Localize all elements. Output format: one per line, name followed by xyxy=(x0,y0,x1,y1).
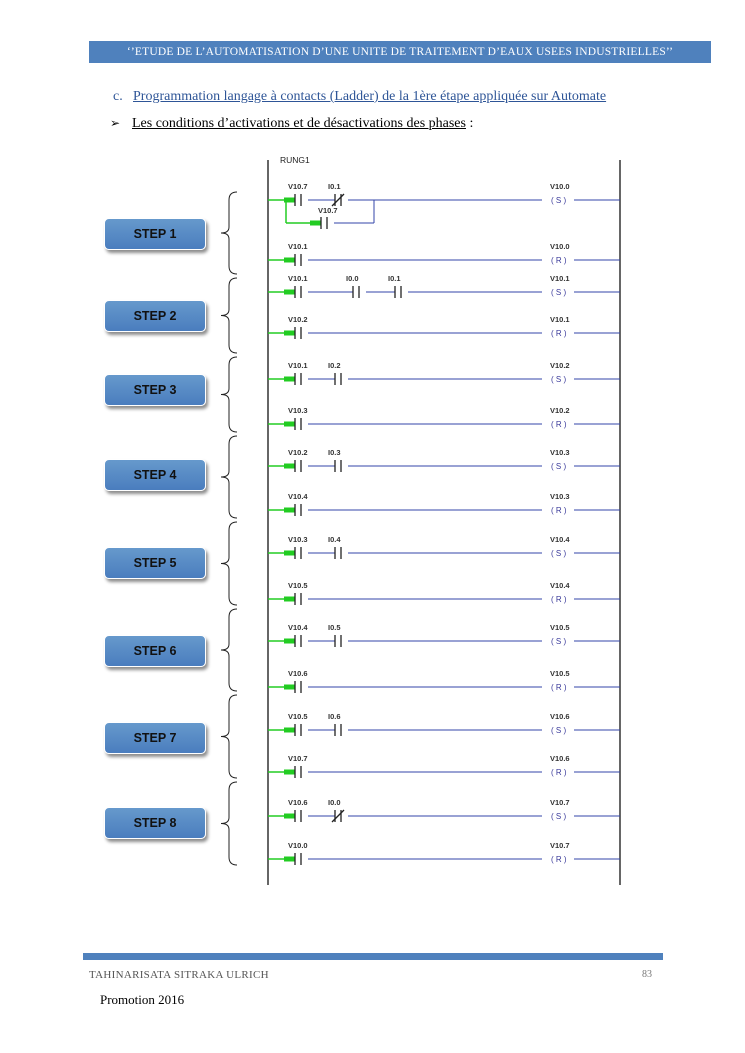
brace xyxy=(221,695,237,778)
bullet-suffix: : xyxy=(465,116,474,131)
contact-label: V10.5 xyxy=(288,581,308,590)
contact-label: V10.3 xyxy=(288,535,308,544)
coil-symbol: ( S ) xyxy=(551,375,567,384)
arrow-bullet-icon: ➢ xyxy=(110,116,121,130)
contact-label: V10.1 xyxy=(288,274,308,283)
bullet-text: Les conditions d’activations et de désactivations des phases xyxy=(132,116,466,131)
coil-symbol: ( S ) xyxy=(551,812,567,821)
coil-label: V10.4 xyxy=(550,535,570,544)
contact-label: I0.5 xyxy=(328,623,341,632)
contact-label: V10.2 xyxy=(288,315,308,324)
coil-label: V10.2 xyxy=(550,361,570,370)
coil-symbol: ( R ) xyxy=(551,506,567,515)
footer-divider xyxy=(83,953,663,960)
coil-label: V10.4 xyxy=(550,581,570,590)
step-label: STEP 3 xyxy=(104,374,206,406)
coil-symbol: ( R ) xyxy=(551,420,567,429)
coil-symbol: ( R ) xyxy=(551,855,567,864)
coil-symbol: ( R ) xyxy=(551,256,567,265)
coil-label: V10.6 xyxy=(550,754,570,763)
coil-label: V10.1 xyxy=(550,274,570,283)
step-braces xyxy=(215,190,255,870)
contact-label: I0.6 xyxy=(328,712,341,721)
step-label: STEP 1 xyxy=(104,218,206,250)
ladder-rung xyxy=(268,242,620,266)
ladder-rung xyxy=(268,581,620,605)
contact-label: V10.5 xyxy=(288,712,308,721)
section-heading xyxy=(113,89,606,105)
coil-label: V10.6 xyxy=(550,712,570,721)
bullet-item xyxy=(110,116,473,132)
coil-label: V10.2 xyxy=(550,406,570,415)
step-label: STEP 8 xyxy=(104,807,206,839)
ladder-rung xyxy=(268,535,620,559)
ladder-rung xyxy=(268,623,620,647)
coil-symbol: ( S ) xyxy=(551,637,567,646)
step-label: STEP 5 xyxy=(104,547,206,579)
coil-symbol: ( S ) xyxy=(551,462,567,471)
step-label: STEP 2 xyxy=(104,300,206,332)
coil-symbol: ( R ) xyxy=(551,768,567,777)
coil-label: V10.0 xyxy=(550,182,570,191)
brace xyxy=(221,522,237,605)
ladder-rung xyxy=(268,315,620,339)
contact-label: V10.4 xyxy=(288,492,308,501)
ladder-rung xyxy=(268,798,620,822)
ladder-rung xyxy=(268,669,620,693)
coil-label: V10.1 xyxy=(550,315,570,324)
brace xyxy=(221,192,237,274)
coil-label: V10.7 xyxy=(550,798,570,807)
ladder-rung xyxy=(268,182,620,229)
ladder-rung xyxy=(268,841,620,865)
section-title: Programmation langage à contacts (Ladder) de la 1ère étape appliquée sur Automate xyxy=(133,89,607,104)
brace xyxy=(221,782,237,865)
contact-label: V10.7 xyxy=(318,206,338,215)
step-label: STEP 7 xyxy=(104,722,206,754)
document-header: ‘’ETUDE DE L’AUTOMATISATION D’UNE UNITE DE TRAITEMENT D’EAUX USEES INDUSTRIELLES’’ xyxy=(89,41,711,63)
coil-label: V10.7 xyxy=(550,841,570,850)
section-letter: c. xyxy=(113,89,123,104)
contact-label: I0.3 xyxy=(328,448,341,457)
page-number: 83 xyxy=(642,969,652,980)
contact-label: I0.2 xyxy=(328,361,341,370)
coil-label: V10.3 xyxy=(550,448,570,457)
contact-label: V10.2 xyxy=(288,448,308,457)
step-label: STEP 4 xyxy=(104,459,206,491)
contact-label: V10.4 xyxy=(288,623,308,632)
brace xyxy=(221,436,237,518)
coil-symbol: ( S ) xyxy=(551,288,567,297)
contact-label: V10.1 xyxy=(288,361,308,370)
coil-symbol: ( R ) xyxy=(551,595,567,604)
brace xyxy=(221,278,237,353)
contact-label: I0.1 xyxy=(388,274,401,283)
step-label: STEP 6 xyxy=(104,635,206,667)
contact-label: V10.0 xyxy=(288,841,308,850)
ladder-rung xyxy=(268,361,620,385)
contact-label: V10.7 xyxy=(288,182,308,191)
ladder-rung xyxy=(268,712,620,736)
ladder-diagram xyxy=(262,150,632,890)
ladder-rung xyxy=(268,754,620,778)
footer-author: TAHINARISATA SITRAKA ULRICH xyxy=(89,969,269,981)
rung-title: RUNG1 xyxy=(280,155,310,165)
contact-label: I0.0 xyxy=(328,798,341,807)
contact-label: I0.0 xyxy=(346,274,359,283)
ladder-rung xyxy=(268,406,620,430)
contact-label: I0.1 xyxy=(328,182,341,191)
coil-label: V10.5 xyxy=(550,623,570,632)
ladder-rung xyxy=(268,274,620,298)
brace xyxy=(221,609,237,691)
rungs xyxy=(268,182,620,865)
coil-symbol: ( R ) xyxy=(551,683,567,692)
ladder-rung xyxy=(268,492,620,516)
brace xyxy=(221,357,237,432)
contact-label: V10.1 xyxy=(288,242,308,251)
ladder-rung xyxy=(268,448,620,472)
coil-symbol: ( R ) xyxy=(551,329,567,338)
contact-label: V10.6 xyxy=(288,669,308,678)
contact-label: V10.7 xyxy=(288,754,308,763)
footer-promotion: Promotion 2016 xyxy=(100,992,185,1007)
coil-label: V10.5 xyxy=(550,669,570,678)
coil-symbol: ( S ) xyxy=(551,196,567,205)
coil-label: V10.3 xyxy=(550,492,570,501)
contact-label: V10.3 xyxy=(288,406,308,415)
contact-label: I0.4 xyxy=(328,535,341,544)
contact-label: V10.6 xyxy=(288,798,308,807)
coil-label: V10.0 xyxy=(550,242,570,251)
coil-symbol: ( S ) xyxy=(551,549,567,558)
coil-symbol: ( S ) xyxy=(551,726,567,735)
